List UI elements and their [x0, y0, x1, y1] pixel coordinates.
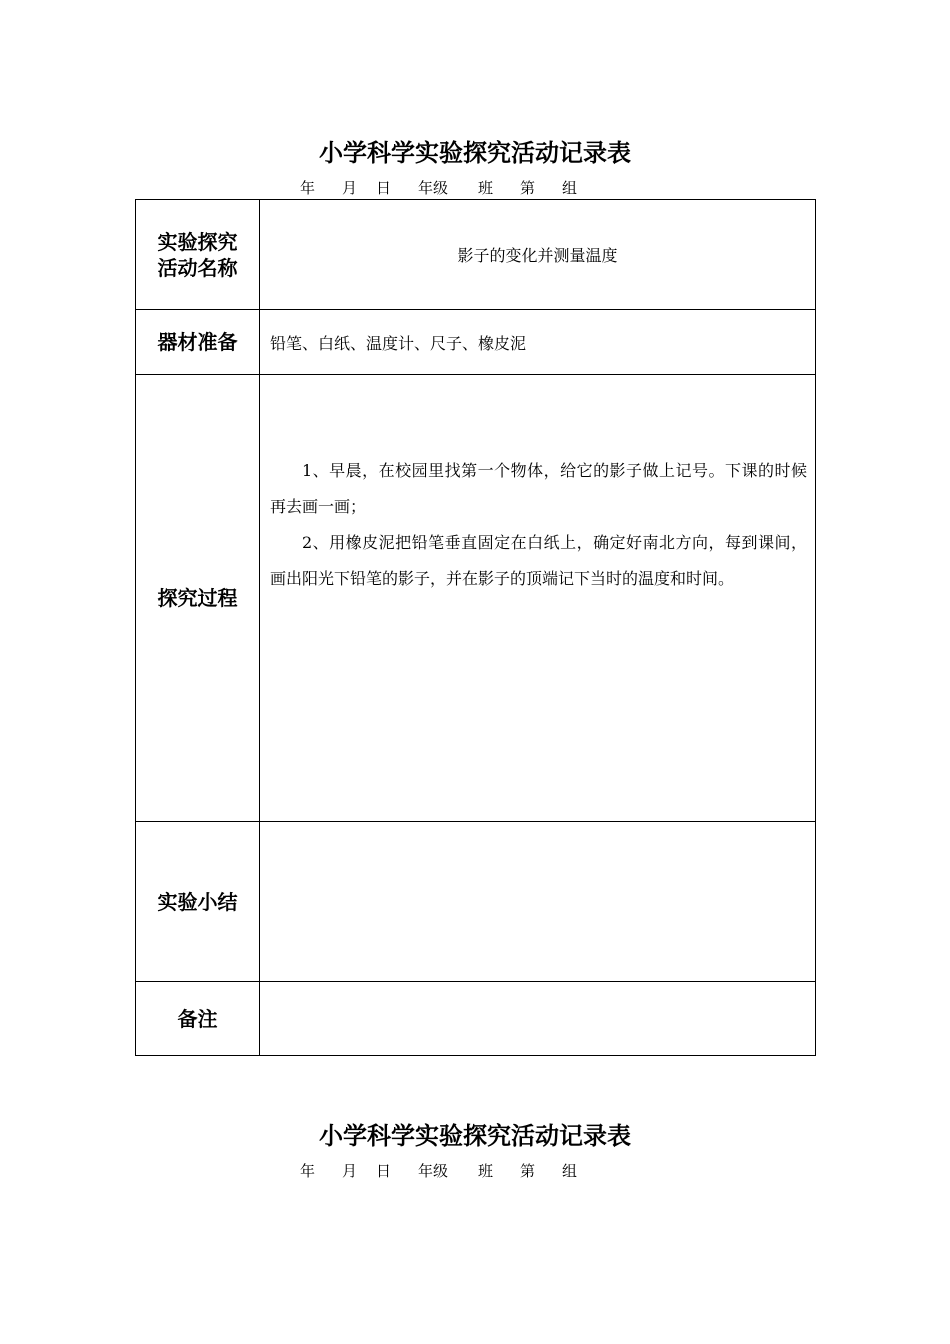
- materials-label: 器材准备: [136, 310, 260, 375]
- process-label: 探究过程: [136, 375, 260, 822]
- group-field: 组: [562, 1162, 578, 1180]
- form2-title: 小学科学实验探究活动记录表: [319, 1122, 631, 1150]
- month-field: 月: [342, 1162, 358, 1180]
- day-field: 日: [376, 1162, 392, 1180]
- form2-header-fields: [300, 1160, 592, 1181]
- form-header-fields: [300, 177, 592, 198]
- process-row: [136, 375, 816, 822]
- summary-row: [136, 822, 816, 982]
- ordinal-field: 第: [520, 1162, 536, 1180]
- class-field: 班: [478, 1162, 494, 1180]
- class-field: 班: [478, 179, 494, 197]
- activity-name-label-line2: 活动名称: [157, 255, 238, 280]
- summary-value[interactable]: [260, 822, 816, 982]
- remarks-label: 备注: [136, 982, 260, 1056]
- ordinal-field: 第: [520, 179, 536, 197]
- remarks-row: [136, 982, 816, 1056]
- process-step-1: 1、早晨，在校园里找第一个物体，给它的影子做上记号。下课的时候再去画一画；: [270, 461, 807, 516]
- group-field: 组: [562, 179, 578, 197]
- summary-label: 实验小结: [136, 822, 260, 982]
- form-title: 小学科学实验探究活动记录表: [319, 139, 631, 167]
- record-table: [135, 199, 816, 1056]
- grade-field: 年级: [418, 179, 449, 197]
- process-content: [260, 375, 816, 822]
- remarks-value[interactable]: [260, 982, 816, 1056]
- day-field: 日: [376, 179, 392, 197]
- year-field: 年: [300, 1162, 316, 1180]
- materials-row: [136, 310, 816, 375]
- activity-name-value: 影子的变化并测量温度: [260, 200, 816, 310]
- activity-name-label-line1: 实验探究: [157, 229, 238, 254]
- month-field: 月: [342, 179, 358, 197]
- activity-name-row: [136, 200, 816, 310]
- grade-field: 年级: [418, 1162, 449, 1180]
- process-step-2: 2、用橡皮泥把铅笔垂直固定在白纸上，确定好南北方向，每到课间，画出阳光下铅笔的影子，并在影子的顶端记下当时的温度和时间。: [270, 533, 807, 588]
- activity-name-label: [136, 200, 260, 310]
- year-field: 年: [300, 179, 316, 197]
- materials-value: 铅笔、白纸、温度计、尺子、橡皮泥: [260, 310, 816, 375]
